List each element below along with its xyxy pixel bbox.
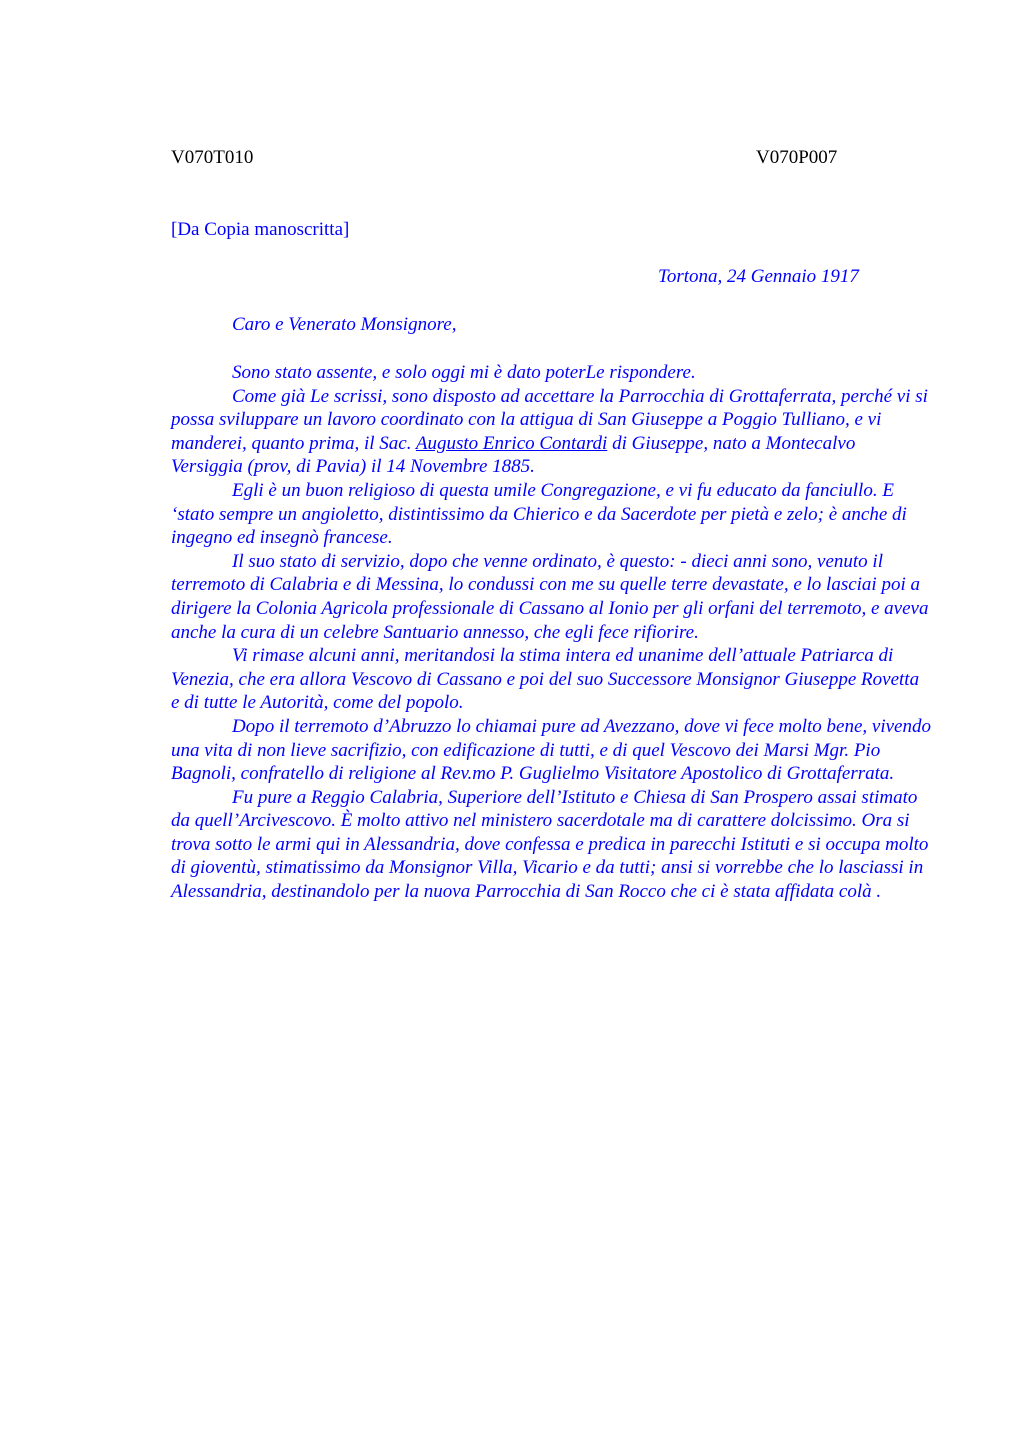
paragraph-6: Dopo il terremoto d’Abruzzo lo chiamai pure ad Avezzano, dove vi fece molto bene, vivendo una vita di non lieve sacrifizio, con edificazione di tutti, e di quel Vescovo dei Marsi Mgr. Pio Bagnoli, confratello di religione al Rev.mo P. Guglielmo Visitatore Apostolico di Grottaferrata. [171, 715, 931, 785]
place-date: Tortona, 24 Gennaio 1917 [658, 266, 859, 287]
paragraph-1: Sono stato assente, e solo oggi mi è dato poterLe rispondere. [232, 362, 696, 383]
letter-body [171, 361, 931, 904]
paragraph-5: Vi rimase alcuni anni, meritandosi la stima intera ed unanime dell’attuale Patriarca di Venezia, che era allora Vescovo di Cassano e poi del suo Successore Monsignor Giuseppe Rovetta e di tutte le Autorità, come del popolo. [171, 645, 920, 714]
paragraph-7: Fu pure a Reggio Calabria, Superiore dell’Istituto e Chiesa di San Prospero assai stimato da quell’Arcivescovo. È molto attivo nel ministero sacerdotale ma di carattere dolcissimo. Ora si trova sotto le armi qui in Alessandria, dove confessa e predica in parecchi Istituti e si occupa molto di gioventù, stimatissimo da Monsignor Villa, Vicario e da tutti; ansi si vorrebbe che lo lasciassi in Alessandria, destinandolo per la nuova Parrocchia di San Rocco che ci è stata affidata colà . [171, 786, 929, 903]
document-code-left: V070T010 [171, 147, 254, 168]
priest-name: Augusto Enrico Contardi [415, 432, 608, 454]
paragraph-4: Il suo stato di servizio, dopo che venne ordinato, è questo: - dieci anni sono, venuto il terremoto di Calabria e di Messina, lo condussi con me su quelle terre devastate, e lo lasciai poi a dirigere la Colonia Agricola professionale di Cassano al Ionio per gli orfani del terremoto, e aveva anche la cura di un celebre Santuario annesso, che egli fece rifiorire. [171, 550, 929, 643]
document-code-right: V070P007 [756, 147, 838, 168]
paragraph-3: Egli è un buon religioso di questa umile Congregazione, e vi fu educato da fanciullo. E ‘stato sempre un angioletto, distintissimo da Chierico e da Sacerdote per pietà e zelo; è anche di ingegno ed insegnò francese. [171, 479, 907, 549]
paragraph-2 [171, 385, 931, 479]
salutation: Caro e Venerato Monsignore, [232, 314, 457, 335]
paragraph-2-text-a: Come già Le scrissi, sono disposto ad accettare la Parrocchia di Grottaferrata, perché vi si possa sviluppare un lavoro coordinato con la attigua di San Giuseppe a Poggio Tulliano, e vi manderei, quanto prima, il Sac. [171, 385, 928, 454]
source-note: [Da Copia manoscritta] [171, 219, 350, 240]
paragraph-2-text-b: di Giuseppe, nato a Montecalvo Versiggia (prov, di Pavia) il 14 Novembre 1885. [171, 432, 856, 478]
